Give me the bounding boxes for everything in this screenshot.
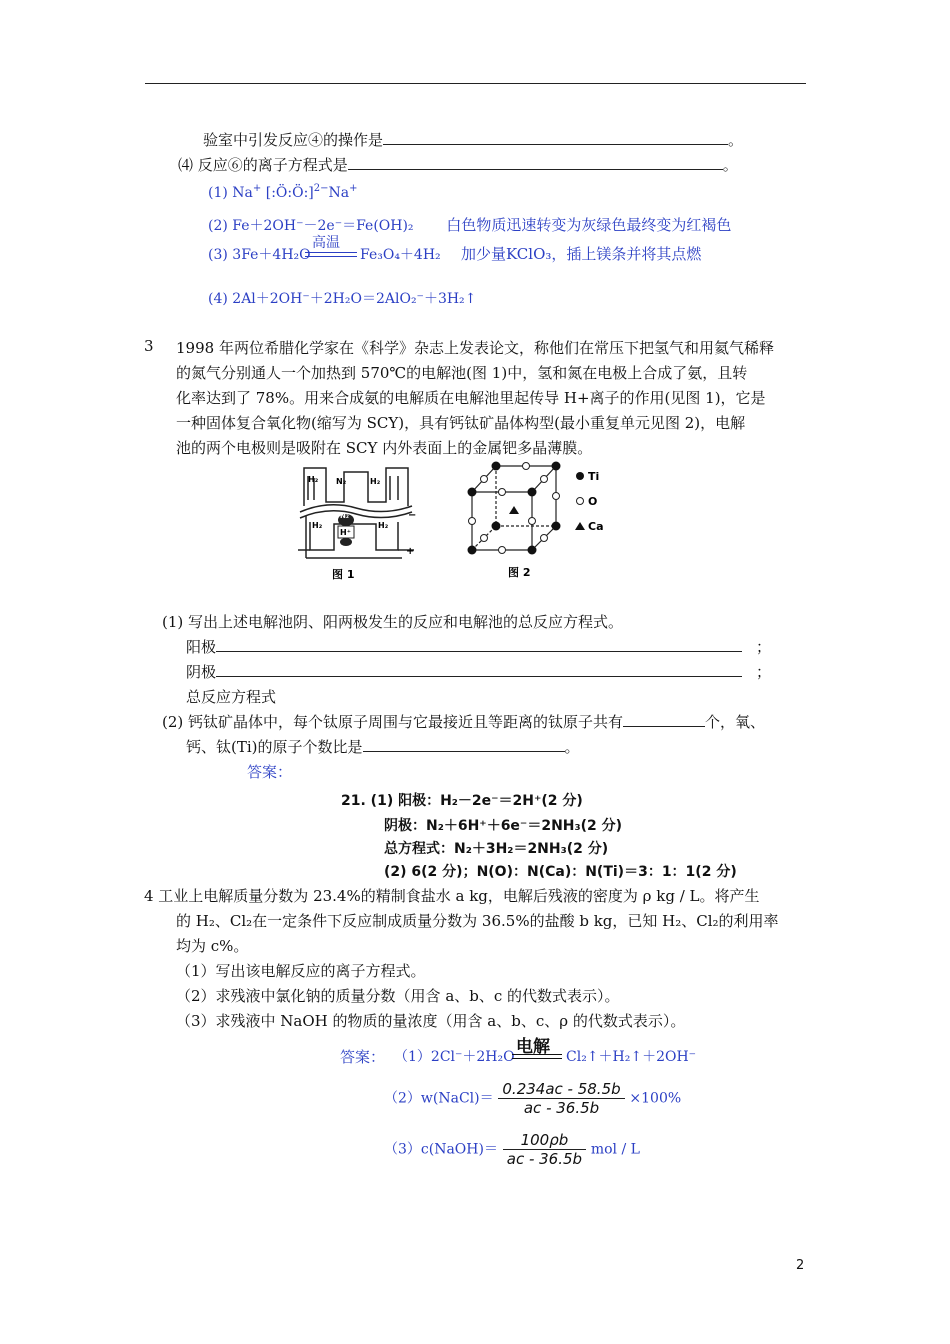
semicolon: ； [756, 638, 772, 656]
a3-numerator: 100ρb [503, 1131, 586, 1150]
q4-text-line: 均为 c%。 [176, 937, 249, 955]
fig1-n2-center: N₂ [340, 512, 349, 520]
fig1-h2-label: H₂ [312, 521, 323, 530]
q3-answer-line: 阴极：N₂＋6H⁺＋6e⁻＝2NH₃(2 分) [384, 818, 623, 834]
q4-sub1: （1）写出该电解反应的离子方程式。 [176, 962, 426, 980]
q4-sub3: （3）求残液中 NaOH 的物质的量浓度（用含 a、b、c、ρ 的代数式表示）。 [176, 1012, 686, 1030]
q3-text-line: 池的两个电极则是吸附在 SCY 内外表面上的金属钯多晶薄膜。 [176, 439, 593, 457]
ans1-na2: Na [328, 185, 350, 201]
ans2-equation: (2) Fe＋2OH⁻－2e⁻＝Fe(OH)₂ [208, 218, 414, 234]
a2-right: ×100% [629, 1090, 682, 1107]
q2-answer-1: (1) Na+ [:Ö:Ö:]$^{2-}$Na+ [208, 183, 358, 201]
q2-line-a [203, 129, 743, 150]
anode-line [186, 636, 771, 657]
total-equation-label: 总反应方程式 [186, 688, 277, 706]
a2-left: （2）w(NaCl)＝ [384, 1090, 494, 1107]
q2-answer-2 [208, 214, 731, 235]
q2-line-b-end: 。 [722, 156, 738, 174]
answer-blank[interactable] [383, 130, 728, 145]
ans1-na: (1) Na [208, 185, 253, 201]
ans3-left: (3) 3Fe＋4H₂O [208, 247, 311, 263]
fig1-minus: − [408, 510, 417, 521]
a1-right: Cl₂↑＋H₂↑＋2OH⁻ [566, 1049, 697, 1065]
legend-ti: Ti [588, 470, 600, 483]
fig1-n2-label: N₂ [336, 477, 347, 486]
q4-text-line: 的 H₂、Cl₂在一定条件下反应制成质量分数为 36.5%的盐酸 b kg，已知 H₂、Cl₂的利用率 [176, 912, 779, 930]
cathode-blank[interactable] [216, 662, 742, 677]
q3-sub2-text3: 钙、钛(Ti)的原子个数比是 [186, 738, 363, 756]
a2-fraction [498, 1080, 624, 1117]
a1-left: （1）2Cl⁻＋2H₂O [394, 1049, 515, 1065]
q3-number: 3 [144, 337, 154, 355]
header-rule [145, 83, 806, 84]
a3-right: mol / L [590, 1141, 640, 1158]
a3-left: （3）c(NaOH)＝ [384, 1141, 498, 1158]
q3-answer-line: (2) 6(2 分)；N(O)：N(Ca)：N(Ti)＝3：1：1(2 分) [384, 864, 737, 880]
fig1-h2-label: H₂ [378, 521, 389, 530]
cathode-line [186, 661, 771, 682]
figure-1-electrolysis-cell [298, 462, 420, 584]
ans1-charge: 2− [313, 183, 329, 194]
fig1-h2-label: H₂ [308, 475, 319, 484]
q3-text-line: 的氮气分别通人一个加热到 570℃的电解池(图 1)中，氢和氮在电极上合成了氨，且转 [176, 364, 748, 382]
q2-line-a-end: 。 [728, 131, 744, 149]
a1-condition: 电解 [516, 1037, 550, 1057]
q3-answer-line: 总方程式：N₂＋3H₂＝2NH₃(2 分) [384, 841, 609, 857]
ans3-right: Fe₃O₄＋4H₂ [360, 247, 441, 263]
answer-blank[interactable] [363, 737, 565, 752]
q2-answer-4: (4) 2Al＋2OH⁻＋2H₂O＝2AlO₂⁻＋3H₂↑ [208, 291, 477, 307]
page-number: 2 [796, 1258, 805, 1273]
q2-line-b [178, 154, 738, 175]
q4-sub2: （2）求残液中氯化钠的质量分数（用含 a、b、c 的代数式表示）。 [176, 987, 620, 1005]
legend-o: O [588, 495, 598, 508]
fig1-h2-label: H₂ [370, 477, 381, 486]
q4-answer-2 [384, 1080, 681, 1117]
fig1-caption: 图 1 [332, 568, 355, 581]
anode-blank[interactable] [216, 637, 742, 652]
q3-text-line: 化率达到了 78%。用来合成氨的电解质在电解池里起传导 H+离子的作用(见图 1)，它是 [176, 389, 766, 407]
equals-sign [305, 252, 357, 257]
q3-text-line: 一种固体复合氧化物(缩写为 SCY)，具有钙钛矿晶体构型(最小重复单元见图 2)，电解 [176, 414, 746, 432]
q3-sub2-line2 [186, 736, 580, 757]
legend-ca: Ca [588, 520, 604, 533]
q3-sub1: (1) 写出上述电解池阴、阳两极发生的反应和电解池的总反应方程式。 [162, 613, 624, 631]
q4-answer-1 [340, 1032, 760, 1068]
ans3-note: 加少量KClO₃，插上镁条并将其点燃 [461, 245, 702, 263]
a3-denominator: ac - 36.5b [506, 1150, 583, 1168]
q3-text-line: 1998 年两位希腊化学家在《科学》杂志上发表论文，称他们在常压下把氢气和用氦气稀释 [176, 339, 774, 357]
ans1-peroxide: [:Ö:Ö:] [265, 185, 314, 201]
q3-sub2 [162, 711, 765, 732]
semicolon: ； [756, 663, 772, 681]
period: 。 [564, 738, 580, 756]
q2-line-a-text: 验室中引发反应④的操作是 [203, 131, 384, 149]
q3-sub2-text2: 个，氧、 [705, 713, 766, 731]
q4-text-line: 4 工业上电解质量分数为 23.4%的精制食盐水 a kg，电解后残液的密度为 ρ kg / L。将产生 [144, 887, 760, 905]
fig1-plus: + [406, 546, 415, 557]
q3-sub2-text: (2) 钙钛矿晶体中，每个钛原子周围与它最接近且等距离的钛原子共有 [162, 713, 624, 731]
answer-blank[interactable] [348, 155, 723, 170]
a2-denominator: ac - 36.5b [523, 1099, 600, 1117]
a2-numerator: 0.234ac - 58.5b [498, 1080, 624, 1099]
ans3-condition: 高温 [312, 235, 340, 251]
fig2-caption: 图 2 [508, 566, 531, 579]
q2-line-b-text: ⑷ 反应⑥的离子方程式是 [178, 156, 348, 174]
answer-label: 答案： [247, 763, 293, 781]
figure-2-perovskite-cell [460, 458, 620, 584]
q3-answer-line: 21. (1) 阳极：H₂－2e⁻＝2H⁺(2 分) [341, 793, 583, 809]
equals-sign [512, 1054, 562, 1059]
ans2-note: 白色物质迅速转变为灰绿色最终变为红褐色 [446, 216, 732, 234]
q4-answer-3 [384, 1131, 640, 1168]
fig1-hplus-label: H⁺ [340, 528, 351, 537]
answer-blank[interactable] [623, 712, 705, 727]
anode-label: 阳极 [186, 638, 217, 656]
a3-fraction [503, 1131, 586, 1168]
cathode-label: 阴极 [186, 663, 217, 681]
answer-label: 答案： [340, 1048, 386, 1066]
